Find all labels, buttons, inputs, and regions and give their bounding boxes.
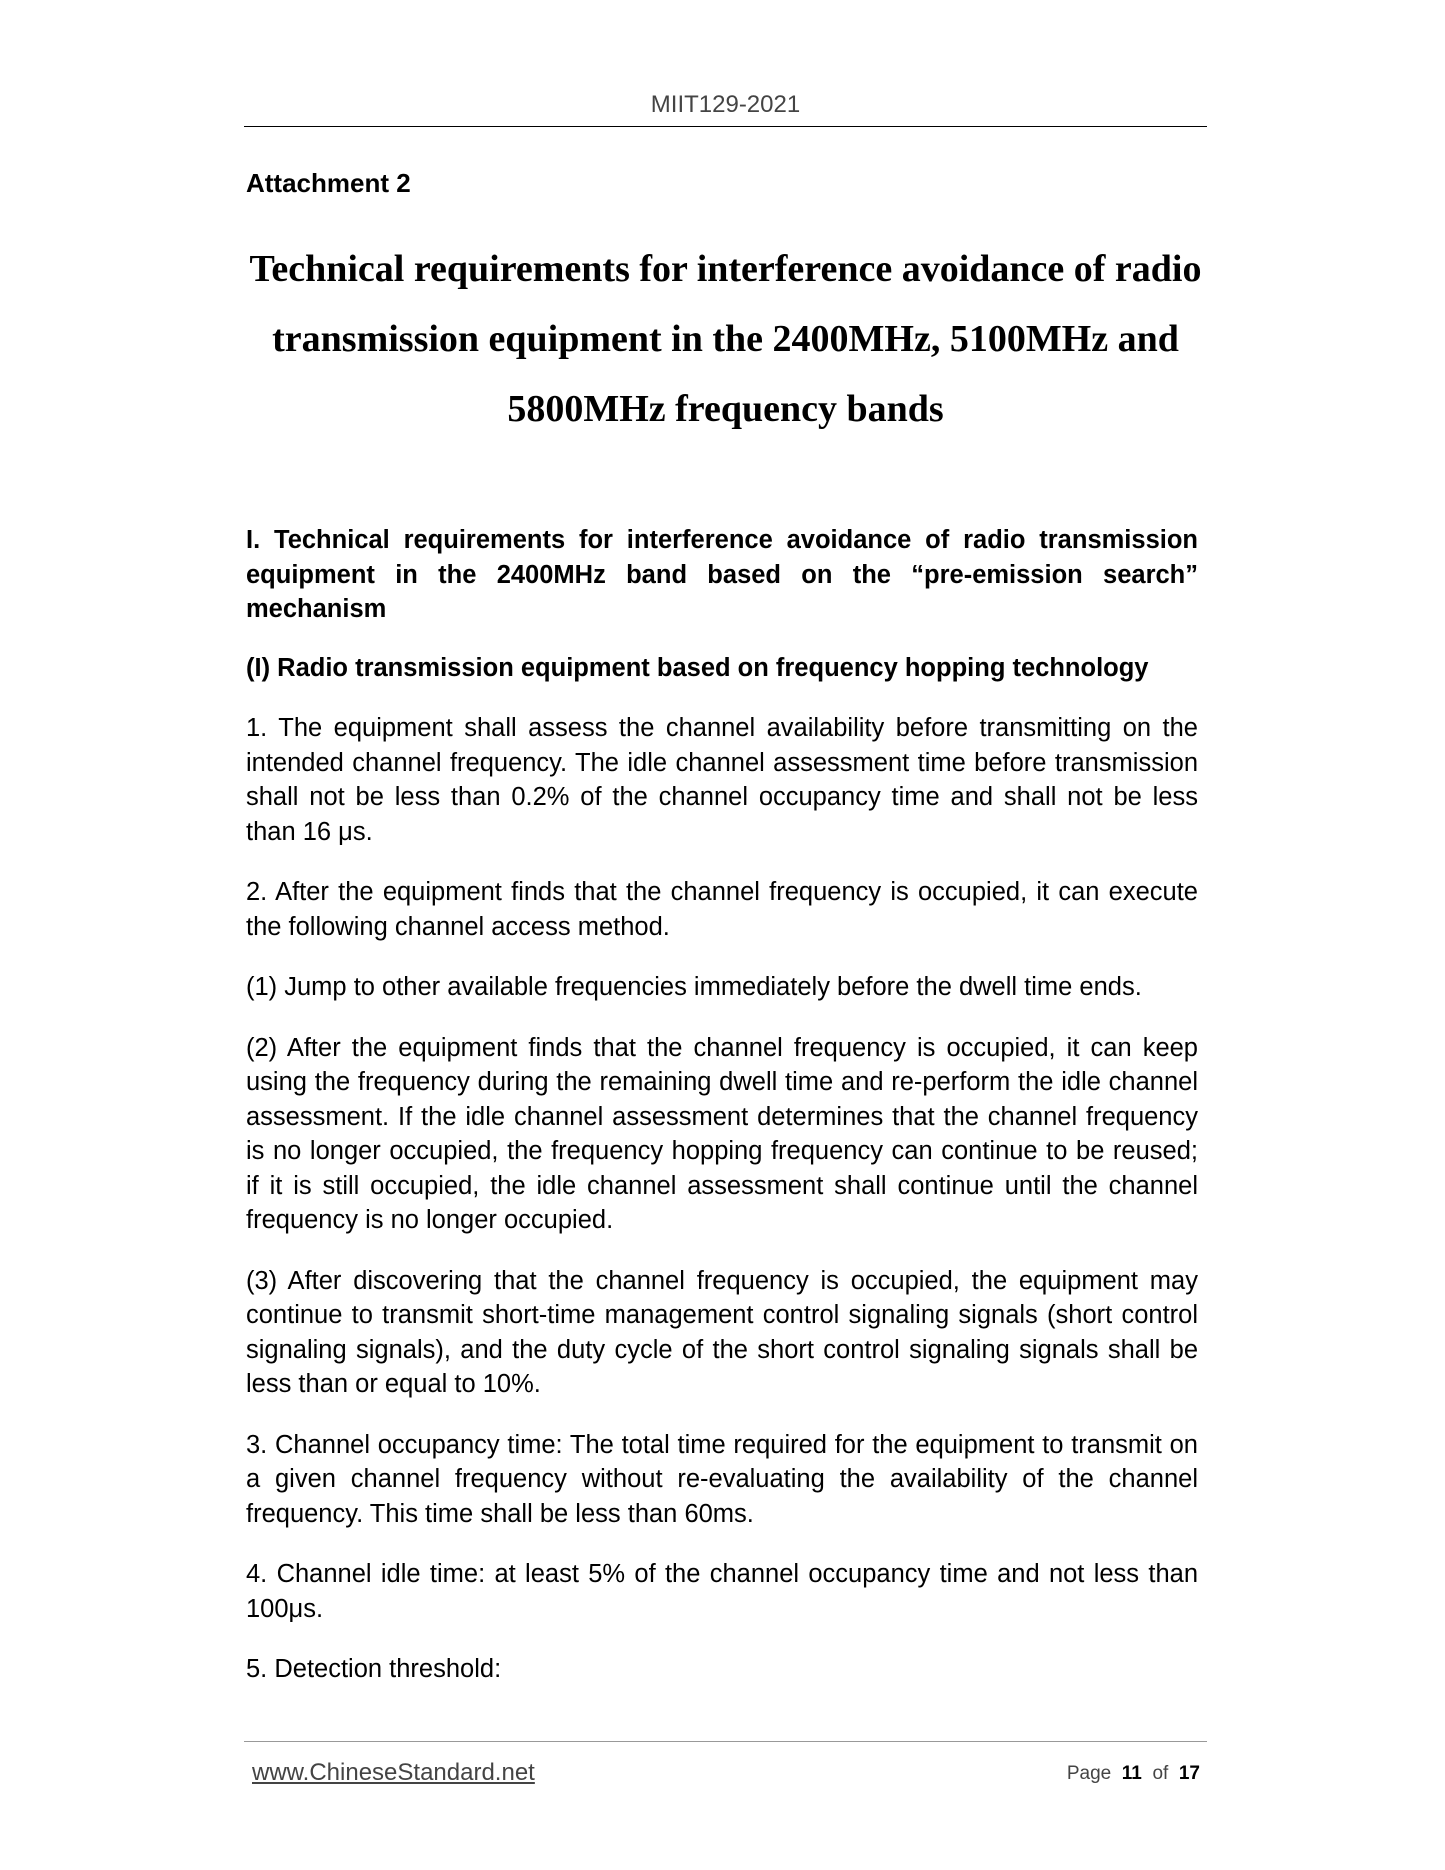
footer-divider [244, 1741, 1207, 1742]
subsection-heading: (I) Radio transmission equipment based on frequency hopping technology [246, 653, 1149, 682]
of-word: of [1152, 1763, 1169, 1784]
attachment-label: Attachment 2 [246, 168, 411, 198]
title-line-1: Technical requirements for interference avoidance of radio [249, 248, 1202, 290]
paragraph: 2. After the equipment finds that the channel frequency is occupied, it can execute the following channel access method. [246, 878, 1198, 941]
paragraph: (2) After the equipment finds that the channel frequency is occupied, it can keep using the frequency during the remaining dwell time and re-perform the idle channel assessment. If the idle channel assessment determines that the channel frequency is no longer occupied, the frequency hopping frequency can continue to be reused; if it is still occupied, the idle channel assessment shall continue until the channel frequency is no longer occupied. [246, 1033, 1198, 1234]
page-number [1067, 1763, 1200, 1785]
paragraph: 1. The equipment shall assess the channel availability before transmitting on the intended channel frequency. The idle channel assessment time before transmission shall not be less than 0.2% of the channel occupancy time and shall not be less than 16 μs. [246, 714, 1198, 846]
title-line-2: transmission equipment in the 2400MHz, 5100MHz and [272, 318, 1179, 360]
website-link[interactable]: www.ChineseStandard.net [252, 1759, 535, 1786]
document-body [246, 523, 1198, 1713]
page-header [244, 92, 1207, 127]
paragraph: 4. Channel idle time: at least 5% of the channel occupancy time and not less than 100μs. [246, 1560, 1198, 1623]
paragraph: (3) After discovering that the channel frequency is occupied, the equipment may continue to transmit short-time management control signaling signals (short control signaling signals), and the duty cycle of the short control signaling signals shall be less than or equal to 10%. [246, 1266, 1198, 1398]
document-title [244, 234, 1207, 444]
page-word: Page [1066, 1763, 1112, 1784]
document-code: MIIT129-2021 [650, 91, 801, 118]
page-current: 11 [1121, 1763, 1142, 1784]
paragraph: (1) Jump to other available frequencies immediately before the dwell time ends. [246, 973, 1142, 1001]
paragraph: 3. Channel occupancy time: The total time required for the equipment to transmit on a given channel frequency without re-evaluating the availability of the channel frequency. This time shall be less than 60ms. [246, 1430, 1198, 1528]
paragraph: 5. Detection threshold: [246, 1655, 502, 1683]
title-line-3: 5800MHz frequency bands [507, 388, 944, 430]
section-heading: I. Technical requirements for interference avoidance of radio transmission equipment in the 2400MHz band based on the “pre-emission search” mechanism [246, 526, 1198, 623]
page-total: 17 [1178, 1763, 1200, 1784]
